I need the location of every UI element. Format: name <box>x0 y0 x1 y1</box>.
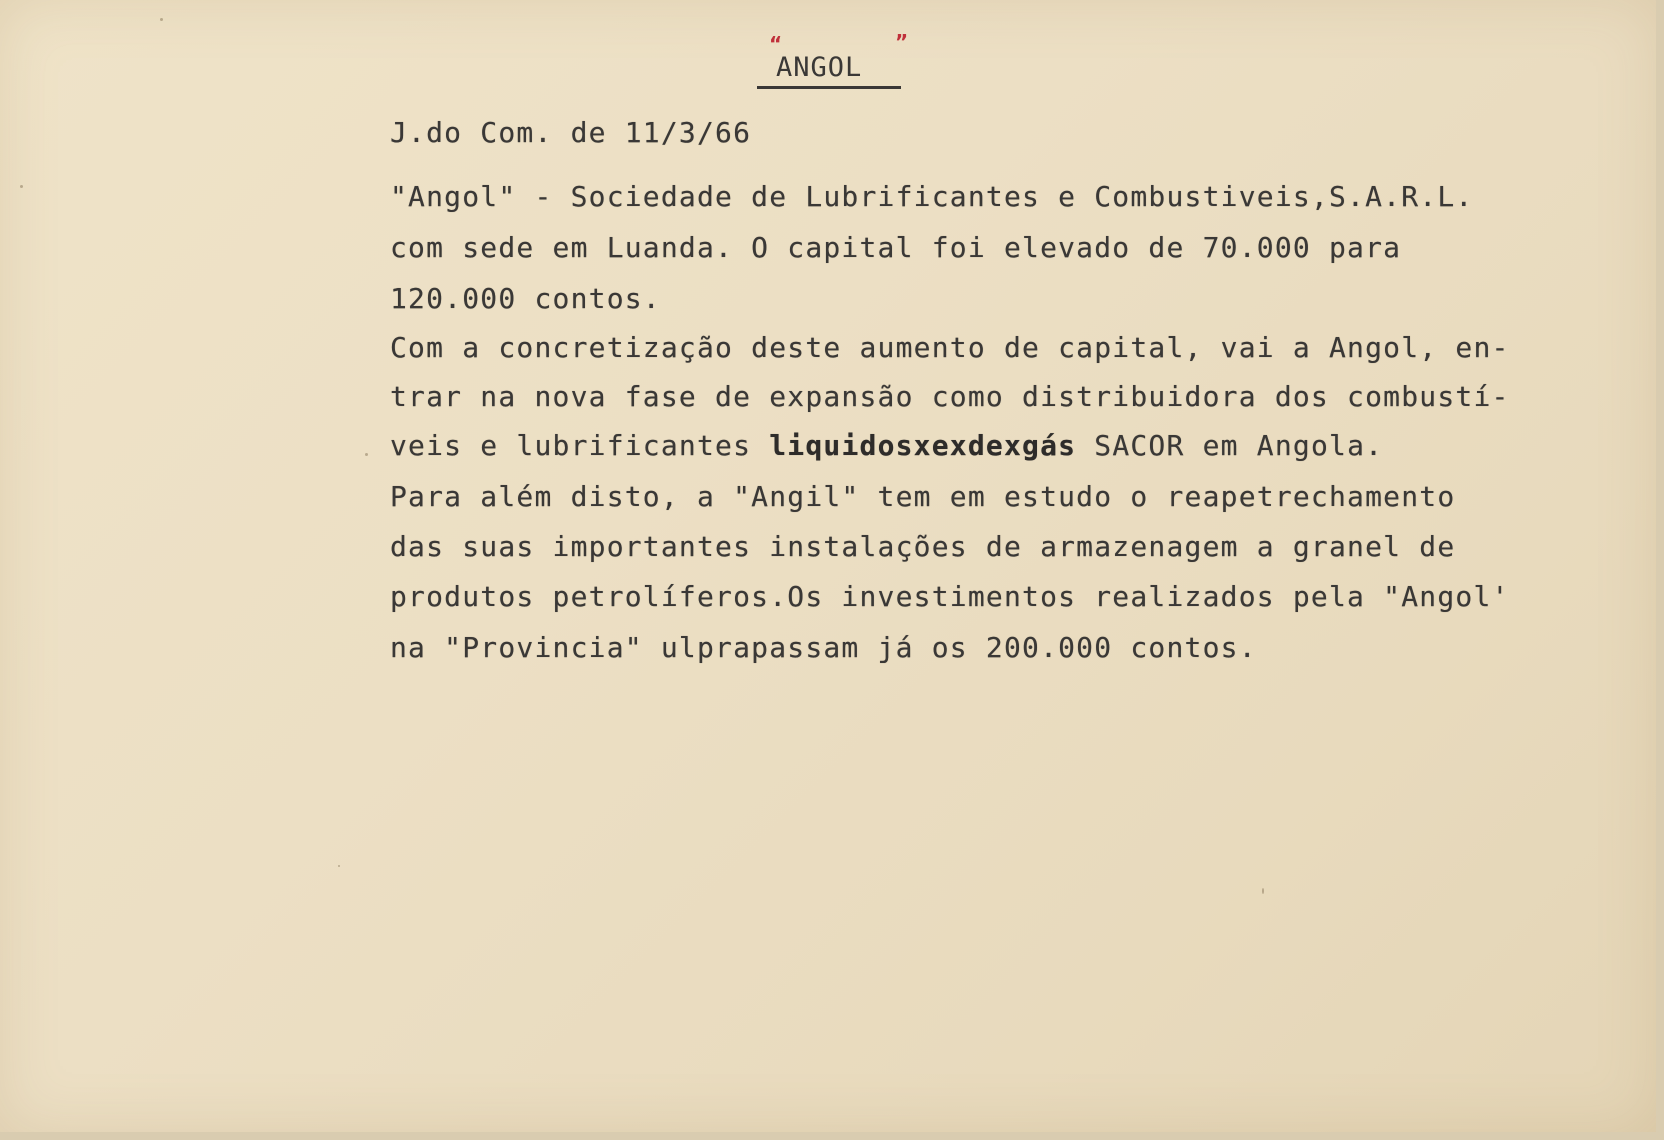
paper-edge-bottom <box>0 1132 1664 1140</box>
body-line-3: 120.000 contos. <box>390 282 661 315</box>
line-6-after: SACOR em Angola. <box>1076 429 1384 462</box>
struck-out-text: liquidosxexdexgás <box>769 429 1077 462</box>
document-heading <box>757 30 909 94</box>
paper-speck <box>160 18 163 21</box>
body-line-5: trar na nova fase de expansão como distribuidora dos combustí- <box>390 380 1510 413</box>
paper-speck <box>20 185 23 188</box>
red-open-quote: “ <box>769 32 783 56</box>
red-close-quote: ” <box>895 30 909 54</box>
body-line-1: "Angol" - Sociedade de Lubrificantes e Combustiveis,S.A.R.L. <box>390 180 1474 213</box>
body-line-4: Com a concretização deste aumento de capital, vai a Angol, en- <box>390 331 1510 364</box>
page-title: ANGOL <box>776 52 863 83</box>
source-citation: J.do Com. de 11/3/66 <box>390 116 752 149</box>
body-line-9: produtos petrolíferos.Os investimentos realizados pela "Angol' <box>390 580 1510 613</box>
body-line-8: das suas importantes instalações de armazenagem a granel de <box>390 530 1456 563</box>
body-line-6 <box>390 429 1383 462</box>
paper-speck <box>338 865 340 867</box>
paper-edge-right <box>1656 0 1664 1140</box>
title-underline <box>757 86 901 89</box>
line-6-before: veis e lubrificantes <box>390 429 770 462</box>
body-line-10: na "Provincia" ulprapassam já os 200.000 contos. <box>390 631 1257 664</box>
paper-speck <box>1262 888 1264 894</box>
paper-speck <box>365 453 368 456</box>
body-line-7: Para além disto, a "Angil" tem em estudo o reapetrechamento <box>390 480 1456 513</box>
body-line-2: com sede em Luanda. O capital foi elevado de 70.000 para <box>390 231 1402 264</box>
